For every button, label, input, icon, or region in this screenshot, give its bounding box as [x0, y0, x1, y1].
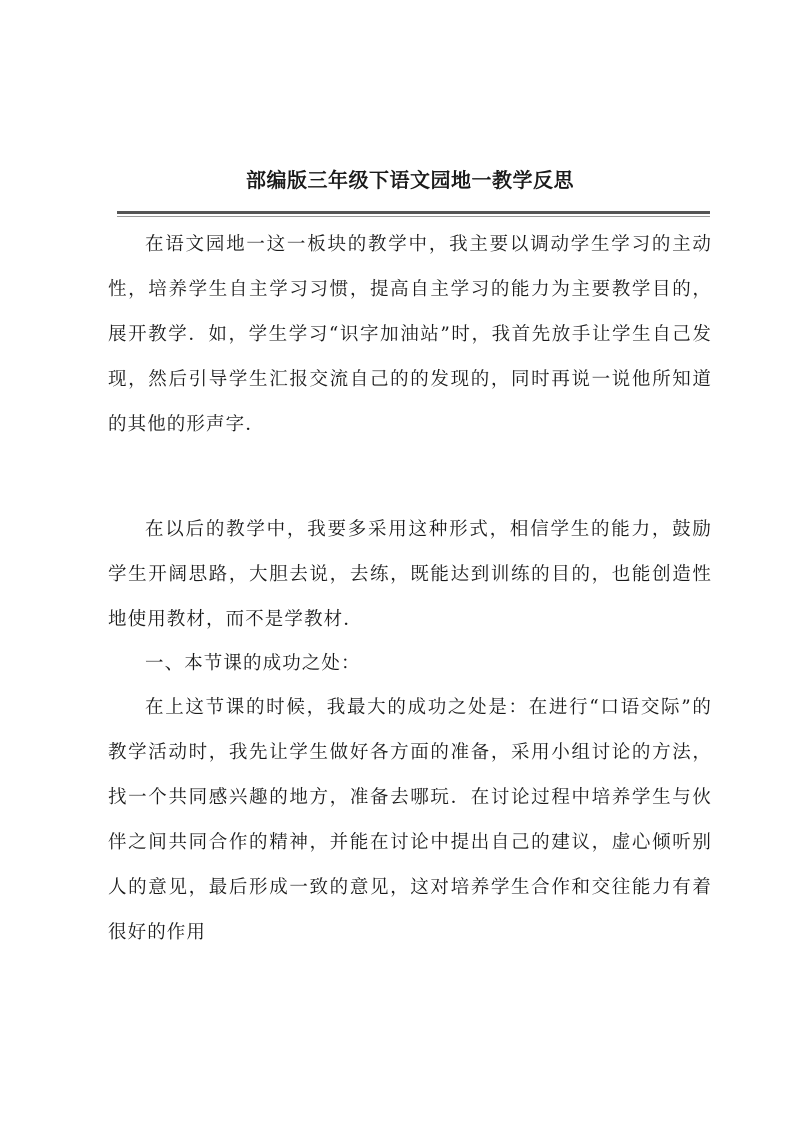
document-title: 部编版三年级下语文园地一教学反思 [246, 168, 574, 192]
title-underline-thin [117, 216, 710, 217]
paragraph-successes: 在上这节课的时候，我最大的成功之处是：在进行“口语交际”的教学活动时，我先让学生做好各方面的准备，采用小组讨论的方法，找一个共同感兴趣的地方，准备去哪玩．在讨论过程中培养学生与伙伴之间共同合作的精神，并能在讨论中提出自己的建议，虚心倾听别人的意见，最后形成一致的意见，这对培养学生合作和交往能力有着很好的作用 [108, 697, 712, 943]
paragraph-future-teaching: 在以后的教学中，我要多采用这种形式，相信学生的能力，鼓励学生开阔思路，大胆去说，去练，既能达到训练的目的，也能创造性地使用教材，而不是学教材． [108, 519, 712, 630]
title-underline [117, 211, 710, 214]
section-heading-successes: 一、本节课的成功之处： [145, 653, 361, 674]
paragraph-intro: 在语文园地一这一板块的教学中，我主要以调动学生学习的主动性，培养学生自主学习习惯，提高自主学习的能力为主要教学目的，展开教学．如，学生学习“识字加油站”时，我首先放手让学生自己发现，然后引导学生汇报交流自己的的发现的，同时再说一说他所知道的其他的形声字． [108, 234, 712, 435]
